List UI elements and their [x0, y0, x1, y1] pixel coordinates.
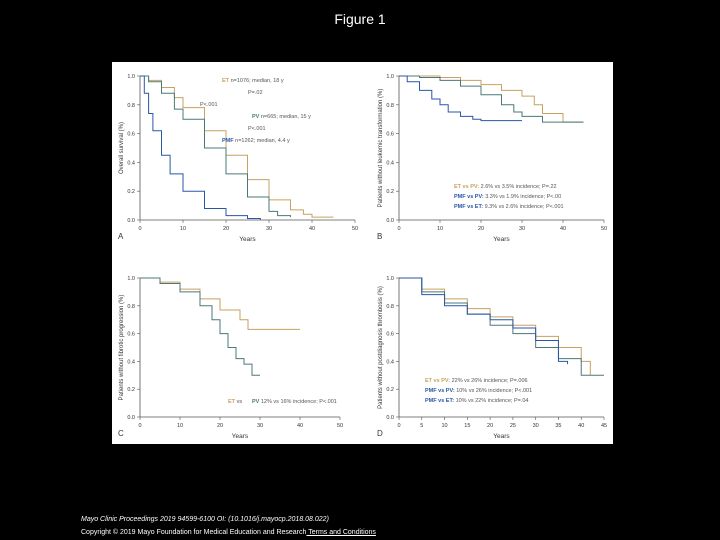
annotation-text: [228, 399, 242, 405]
annotation-body: 12% vs 16% incidence; P<.001: [260, 399, 337, 405]
annotation-text: [248, 126, 266, 132]
annotation-body: P<.001: [248, 126, 266, 132]
x-tick-label: 30: [265, 226, 273, 232]
y-tick-label: 0.8: [386, 102, 394, 109]
chart-panel-a: [118, 74, 358, 243]
x-tick-label: 35: [555, 423, 562, 429]
annotation-text: [425, 378, 528, 384]
slide-title: Figure 1: [334, 11, 386, 27]
chart-panel-b: [377, 74, 607, 243]
series-line-pv: [140, 76, 291, 217]
y-axis-label: Patients without fibrotic progression (%): [119, 294, 125, 401]
x-tick-label: 0: [397, 423, 401, 429]
x-tick-label: 25: [509, 423, 516, 429]
x-tick-label: 20: [216, 423, 224, 429]
panel-letter: B: [377, 232, 383, 241]
x-tick-label: 40: [559, 226, 567, 232]
y-tick-label: 0.6: [386, 331, 394, 338]
x-tick-label: 10: [441, 423, 448, 429]
x-tick-label: 45: [600, 423, 608, 429]
y-tick-label: 1.0: [386, 276, 394, 282]
y-tick-label: 1.0: [127, 74, 135, 80]
annotation-body: vs: [236, 399, 243, 405]
x-axis-label: Years: [231, 433, 249, 440]
y-tick-label: 0.0: [127, 218, 135, 224]
annotation-text: [222, 138, 290, 144]
x-tick-label: 10: [176, 423, 184, 429]
annotation-prefix: PV: [252, 399, 261, 405]
x-tick-label: 10: [436, 226, 444, 232]
x-tick-label: 40: [296, 423, 304, 429]
y-tick-label: 0.6: [127, 331, 135, 338]
x-axis-label: Years: [239, 236, 256, 243]
citation-line-2: [81, 529, 376, 536]
y-tick-label: 0.2: [127, 189, 135, 196]
annotation-prefix: PMF vs ET:: [425, 398, 456, 404]
annotation-text: [425, 388, 532, 394]
annotation-body: P<.001: [200, 102, 218, 108]
x-tick-label: 0: [138, 423, 142, 429]
x-tick-label: 20: [477, 226, 485, 232]
y-tick-label: 0.4: [386, 160, 394, 167]
series-line-et: [399, 278, 590, 375]
x-tick-label: 0: [397, 226, 401, 232]
y-axis-label: Patients without leukemic transformation (%): [378, 88, 384, 208]
y-tick-label: 0.0: [386, 415, 394, 421]
chart-panel-c: [118, 276, 343, 440]
annotation-body: n=665; median, 15 y: [260, 114, 311, 120]
x-tick-label: 40: [578, 423, 585, 429]
y-tick-label: 0.0: [386, 218, 394, 224]
series-line-et: [399, 76, 584, 122]
series-line-et: [140, 76, 334, 217]
annotation-body: 9.3% vs 2.6% incidence; P<.001: [484, 204, 564, 210]
chart-panel-d: [377, 276, 607, 440]
citation-line-1: [81, 516, 329, 523]
x-tick-label: 50: [600, 226, 608, 232]
x-tick-label: 0: [138, 226, 142, 232]
annotation-prefix: PMF vs PV:: [454, 194, 486, 200]
panel-letter: A: [118, 232, 124, 241]
x-tick-label: 10: [179, 226, 187, 232]
series-line-pmf: [140, 76, 260, 220]
y-tick-label: 0.4: [127, 359, 135, 366]
x-tick-label: 50: [336, 423, 344, 429]
y-tick-label: 0.6: [386, 131, 394, 138]
annotation-body: 3.3% vs 1.9% incidence; P<.00: [485, 194, 562, 200]
annotation-text: [425, 398, 528, 404]
y-axis-label: Overall survival (%): [119, 121, 125, 175]
x-axis-label: Years: [493, 433, 510, 440]
y-axis-label: Patients without postdiagnosis thrombosis (%): [378, 286, 384, 409]
y-tick-label: 0.2: [127, 387, 135, 394]
figure-svg: [112, 62, 613, 444]
annotation-text: [252, 399, 337, 405]
terms-link[interactable]: Terms and Conditions: [306, 529, 376, 536]
annotation-text: [454, 194, 561, 200]
annotation-prefix: PMF vs ET:: [454, 204, 485, 210]
annotation-text: [248, 90, 263, 96]
y-tick-label: 1.0: [127, 276, 135, 282]
x-tick-label: 30: [518, 226, 526, 232]
x-tick-label: 15: [464, 423, 471, 429]
x-axis-label: Years: [493, 236, 510, 243]
annotation-prefix: PMF vs PV:: [425, 388, 457, 394]
annotation-body: n=1076; median, 18 y: [230, 78, 284, 84]
annotation-text: [222, 78, 284, 84]
x-tick-label: 30: [532, 423, 539, 429]
panel-letter: D: [377, 429, 383, 438]
figure-panel: [112, 62, 613, 444]
annotation-body: 2.6% vs 3.5% incidence; P=.22: [480, 184, 557, 190]
annotation-text: [454, 204, 564, 210]
journal-name: Mayo Clinic Proceedings: [81, 516, 159, 523]
series-line-pmf: [399, 278, 568, 364]
series-line-pv: [399, 278, 604, 375]
y-tick-label: 0.8: [127, 102, 135, 109]
annotation-prefix: ET: [222, 78, 231, 84]
annotation-body: 10% vs 26% incidence; P<.001: [456, 388, 533, 394]
y-tick-label: 0.4: [386, 359, 394, 366]
annotation-prefix: ET vs PV:: [454, 184, 481, 190]
series-line-pv: [140, 278, 260, 375]
annotation-body: n=1262; median, 4.4 y: [235, 138, 290, 144]
y-tick-label: 0.4: [127, 160, 135, 167]
annotation-text: [454, 184, 557, 190]
x-tick-label: 20: [222, 226, 230, 232]
doi-text: 2019 94599-6100 OI: (10.1016/j.mayocp.2018.08.022): [158, 516, 329, 523]
series-line-pv: [399, 76, 584, 122]
copyright-text: Copyright © 2019 Mayo Foundation for Medical Education and Research: [81, 529, 307, 536]
annotation-prefix: ET: [228, 399, 237, 405]
x-tick-label: 30: [256, 423, 264, 429]
x-tick-label: 5: [420, 423, 424, 429]
y-tick-label: 0.2: [386, 189, 394, 196]
x-tick-label: 20: [487, 423, 494, 429]
annotation-text: [252, 114, 311, 120]
y-tick-label: 0.6: [127, 131, 135, 138]
annotation-body: P=.02: [248, 90, 263, 96]
annotation-body: 22% vs 26% incidence; P=.006: [451, 378, 528, 384]
panel-letter: C: [118, 429, 124, 438]
annotation-prefix: PMF: [222, 138, 236, 144]
annotation-body: 10% vs 22% incidence; P=.04: [455, 398, 529, 404]
y-tick-label: 1.0: [386, 74, 394, 80]
annotation-prefix: PV: [252, 114, 261, 120]
y-tick-label: 0.2: [386, 387, 394, 394]
y-tick-label: 0.8: [386, 303, 394, 310]
annotation-prefix: ET vs PV:: [425, 378, 452, 384]
annotation-text: [200, 102, 218, 108]
y-tick-label: 0.8: [127, 303, 135, 310]
x-tick-label: 40: [308, 226, 316, 232]
x-tick-label: 50: [351, 226, 359, 232]
y-tick-label: 0.0: [127, 415, 135, 421]
